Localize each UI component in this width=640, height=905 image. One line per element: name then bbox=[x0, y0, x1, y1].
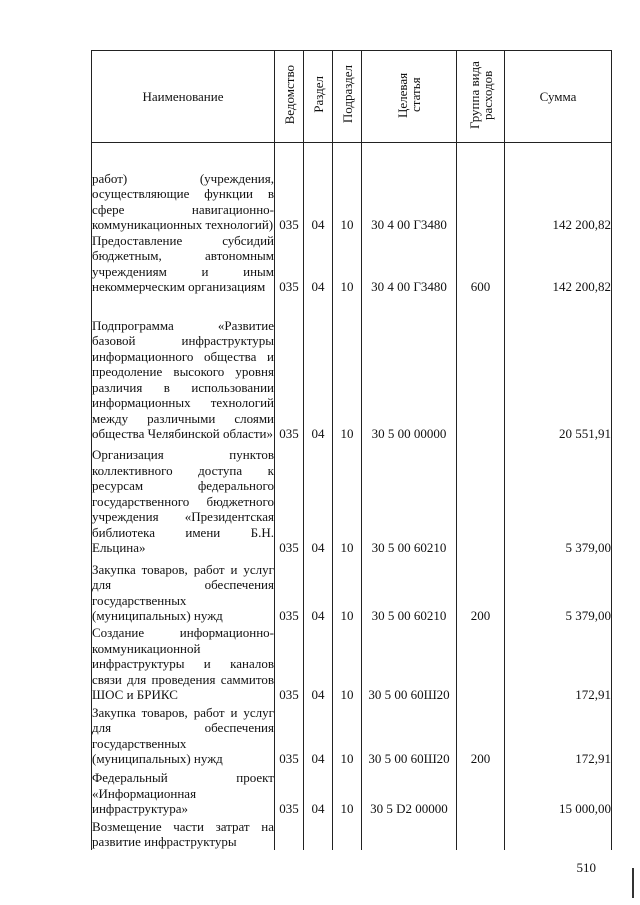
header-target-article: Целевая статья bbox=[362, 51, 457, 143]
row-target-article: 30 4 00 Г3480 bbox=[362, 233, 457, 295]
row-name: Создание информационно-коммуникационной инфраструктуры и каналов связи для проведения саммитов ШОС и БРИКС bbox=[92, 625, 274, 702]
row-sum: 142 200,82 bbox=[505, 233, 612, 295]
row-sum: 172,91 bbox=[505, 703, 612, 767]
row-section: 04 bbox=[304, 703, 333, 767]
row-name: Закупка товаров, работ и услуг для обеспечения государственных (муниципальных) нужд bbox=[92, 556, 275, 624]
row-department: 035 bbox=[275, 624, 304, 703]
row-subsection: 10 bbox=[333, 624, 362, 703]
row-section: 04 bbox=[304, 442, 333, 556]
table-row bbox=[92, 767, 612, 817]
row-department: 035 bbox=[275, 295, 304, 442]
table-row bbox=[92, 442, 612, 556]
row-sum: 172,91 bbox=[505, 624, 612, 703]
row-department: 035 bbox=[275, 703, 304, 767]
row-name: Федеральный проект «Информационная инфраструктура» bbox=[92, 767, 275, 817]
row-target-article: 30 5 D2 00000 bbox=[362, 767, 457, 817]
header-subsection: Подраздел bbox=[333, 51, 362, 143]
row-target-article: 30 4 00 Г3480 bbox=[362, 143, 457, 233]
table-header-row bbox=[92, 51, 612, 143]
row-sum: 20 551,91 bbox=[505, 295, 612, 442]
row-target-article: 30 5 00 60210 bbox=[362, 556, 457, 624]
row-expense-group bbox=[457, 817, 505, 850]
row-expense-group bbox=[457, 442, 505, 556]
row-target-article: 30 5 00 60Ш20 bbox=[362, 703, 457, 767]
page-number: 510 bbox=[576, 860, 596, 875]
row-name: Предоставление субсидий бюджетным, автономным учреждениям и иным некоммерческим организациям bbox=[92, 232, 274, 294]
table-row bbox=[92, 233, 612, 295]
row-expense-group: 200 bbox=[457, 703, 505, 767]
header-name: Наименование bbox=[92, 51, 275, 143]
row-section: 04 bbox=[304, 624, 333, 703]
row-section: 04 bbox=[304, 295, 333, 442]
row-sum: 15 000,00 bbox=[505, 767, 612, 817]
row-name: Закупка товаров, работ и услуг для обеспечения государственных (муниципальных) нужд bbox=[92, 704, 274, 766]
row-expense-group bbox=[457, 624, 505, 703]
row-department: 035 bbox=[275, 143, 304, 233]
row-target-article: 30 5 00 00000 bbox=[362, 295, 457, 442]
row-expense-group bbox=[457, 295, 505, 442]
row-section bbox=[304, 817, 333, 850]
row-subsection: 10 bbox=[333, 767, 362, 817]
row-subsection: 10 bbox=[333, 703, 362, 767]
header-expense-group: Группа вида расходов bbox=[457, 51, 505, 143]
row-section: 04 bbox=[304, 233, 333, 295]
row-department: 035 bbox=[275, 442, 304, 556]
row-name: Возмещение части затрат на развитие инфраструктуры bbox=[92, 818, 274, 849]
row-section: 04 bbox=[304, 556, 333, 624]
row-sum: 142 200,82 bbox=[505, 143, 612, 233]
row-sum: 5 379,00 bbox=[505, 442, 612, 556]
row-sum bbox=[505, 817, 612, 850]
row-department: 035 bbox=[275, 233, 304, 295]
header-sum: Сумма bbox=[505, 51, 612, 143]
row-subsection: 10 bbox=[333, 556, 362, 624]
table-row bbox=[92, 703, 612, 767]
header-section: Раздел bbox=[304, 51, 333, 143]
table-row bbox=[92, 556, 612, 624]
row-name: Организация пунктов коллективного доступа к ресурсам федерального государственного бюджетного учреждения «Президентская библиотека имени Б.Н. Ельцина» bbox=[92, 442, 275, 556]
row-expense-group: 200 bbox=[457, 556, 505, 624]
table-row bbox=[92, 295, 612, 442]
row-name: работ) (учреждения, осуществляющие функции в сфере навигационно-коммуникационных технологий) bbox=[92, 143, 275, 233]
table-row bbox=[92, 143, 612, 233]
row-department: 035 bbox=[275, 767, 304, 817]
row-sum: 5 379,00 bbox=[505, 556, 612, 624]
row-department: 035 bbox=[275, 556, 304, 624]
row-target-article: 30 5 00 60210 bbox=[362, 442, 457, 556]
row-expense-group: 600 bbox=[457, 233, 505, 295]
row-name: Подпрограмма «Развитие базовой инфраструктуры информационного общества и преодоление высокого уровня различия в использовании информационных технологий между различными слоями общества Челябинской области» bbox=[92, 295, 275, 442]
budget-table bbox=[91, 50, 612, 850]
table-row bbox=[92, 817, 612, 850]
row-expense-group bbox=[457, 143, 505, 233]
row-target-article bbox=[362, 817, 457, 850]
row-subsection: 10 bbox=[333, 442, 362, 556]
row-subsection: 10 bbox=[333, 295, 362, 442]
row-subsection: 10 bbox=[333, 143, 362, 233]
row-target-article: 30 5 00 60Ш20 bbox=[362, 624, 457, 703]
header-department: Ведомство bbox=[275, 51, 304, 143]
scan-edge-mark bbox=[632, 868, 634, 898]
row-subsection: 10 bbox=[333, 233, 362, 295]
row-department bbox=[275, 817, 304, 850]
row-section: 04 bbox=[304, 767, 333, 817]
row-section: 04 bbox=[304, 143, 333, 233]
row-expense-group bbox=[457, 767, 505, 817]
table-row bbox=[92, 624, 612, 703]
row-subsection bbox=[333, 817, 362, 850]
